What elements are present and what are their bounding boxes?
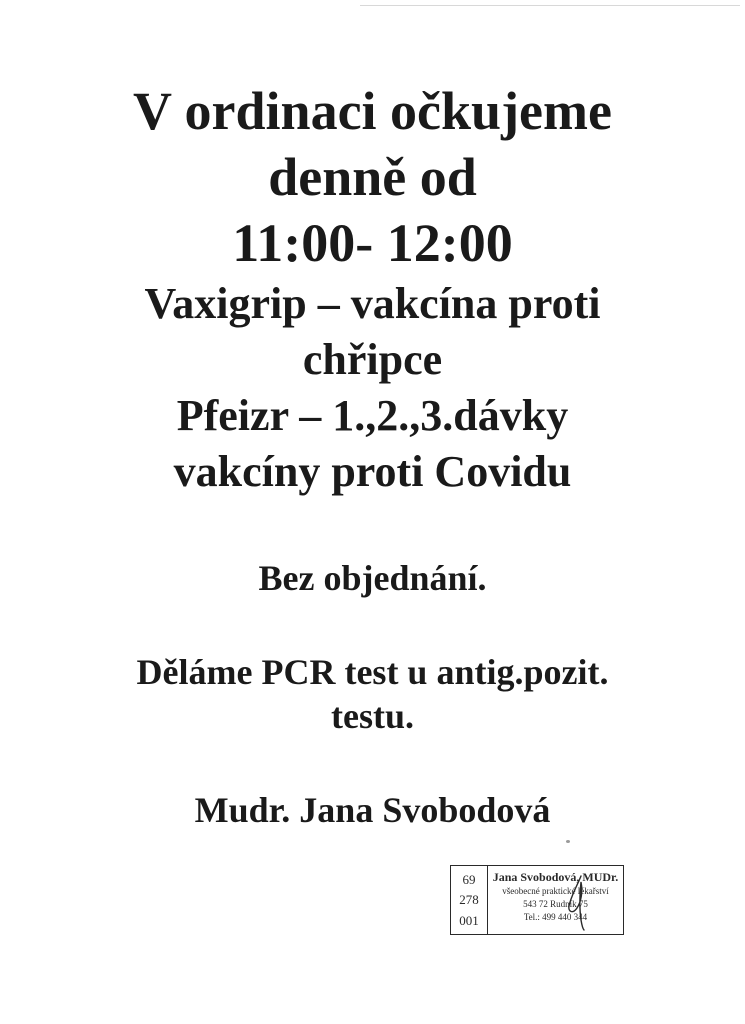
vaccine-flu-line-2: chřipce (302, 335, 443, 384)
heading-line-1: V ordinaci očkujeme (133, 81, 612, 141)
vaccine-covid-line-2: vakcíny proti Covidu (173, 447, 572, 496)
spacer (0, 738, 745, 788)
stamp-id-column (451, 866, 488, 934)
spacer (0, 600, 745, 650)
stamp-id-line-3: 001 (459, 913, 479, 929)
scan-edge-line (360, 5, 740, 6)
doctor-stamp (450, 865, 624, 935)
stamp-info (488, 866, 623, 934)
vaccine-flu-line-1: Vaxigrip – vakcína proti (144, 279, 601, 328)
pcr-line-2: testu. (331, 696, 414, 736)
stamp-phone: Tel.: 499 440 344 (523, 912, 588, 922)
stamp-doctor-name: Jana Svobodová, MUDr. (492, 870, 619, 884)
scan-speck (566, 840, 570, 843)
vaccine-covid-line-1: Pfeizr – 1.,2.,3.dávky (176, 391, 569, 440)
stamp-address: 543 72 Rudník 75 (523, 899, 588, 909)
heading-time: 11:00- 12:00 (232, 213, 513, 273)
pcr-line-1: Děláme PCR test u antig.pozit. (136, 652, 609, 692)
spacer (0, 500, 745, 556)
vaccination-notice (0, 78, 745, 832)
stamp-specialty: všeobecné praktické lékařství (502, 886, 609, 896)
stamp-id-line-2: 278 (459, 892, 479, 908)
no-appointment-text: Bez objednání. (258, 558, 487, 598)
stamp-id-line-1: 69 (462, 871, 476, 887)
doctor-name: Mudr. Jana Svobodová (194, 790, 551, 830)
heading-line-2: denně od (268, 147, 477, 207)
